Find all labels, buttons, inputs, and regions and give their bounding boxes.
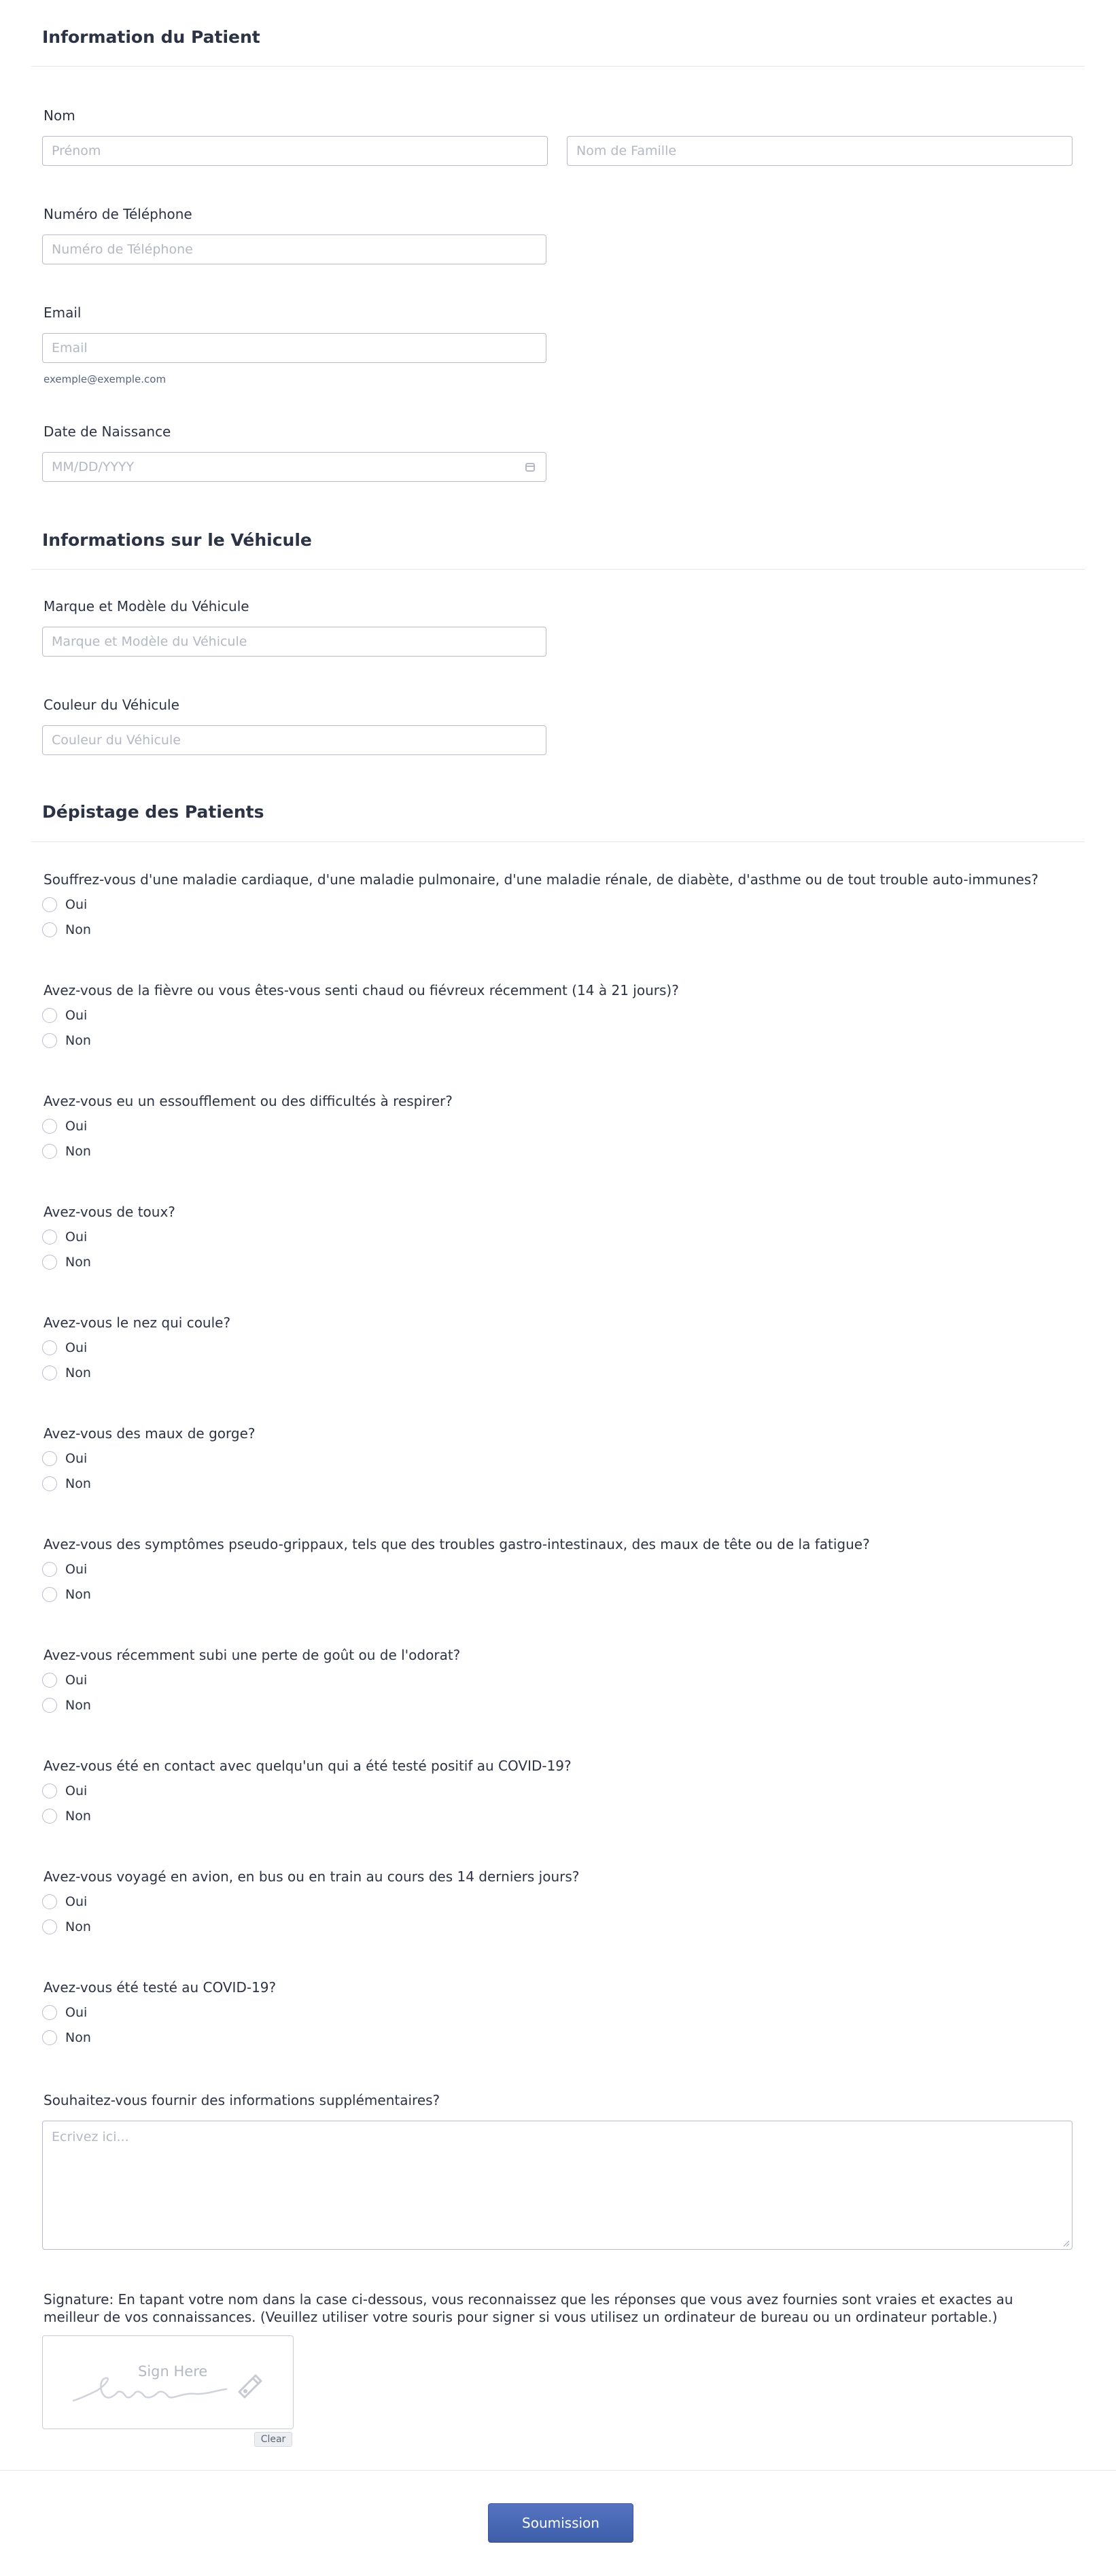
radio-option-label: Oui [65,1894,88,1909]
radio-option-label: Oui [65,1230,88,1245]
additional-info-textarea[interactable] [42,2121,1073,2250]
radio-option-label: Non [65,1919,91,1934]
radio-option-oui[interactable] [42,1450,87,1467]
vehicle-color-label: Couleur du Véhicule [43,697,179,713]
radio-option-non[interactable] [42,1586,91,1603]
radio-option-non[interactable] [42,1143,91,1160]
radio-button[interactable] [42,897,57,912]
radio-button[interactable] [42,1255,57,1270]
calendar-icon[interactable] [525,463,535,472]
section-title-patient: Information du Patient [42,27,260,47]
question-label: Avez-vous le nez qui coule? [43,1315,231,1331]
radio-button[interactable] [42,1230,57,1245]
radio-option-oui[interactable] [42,1339,87,1357]
radio-button[interactable] [42,1119,57,1134]
radio-option-label: Oui [65,1008,88,1023]
section-title-screening: Dépistage des Patients [42,802,264,822]
radio-option-oui[interactable] [42,1228,87,1246]
question-label: Avez-vous eu un essoufflement ou des difficultés à respirer? [43,1093,453,1109]
question-label: Avez-vous été en contact avec quelqu'un qui a été testé positif au COVID-19? [43,1758,572,1774]
radio-button[interactable] [42,1365,57,1380]
radio-button[interactable] [42,2005,57,2020]
vehicle-color-input[interactable] [42,725,546,755]
radio-option-oui[interactable] [42,1671,87,1689]
radio-option-label: Non [65,2030,91,2045]
radio-button[interactable] [42,1033,57,1048]
section-divider [31,841,1085,842]
signature-label: Signature: En tapant votre nom dans la case ci-dessous, vous reconnaissez que les réponses que vous avez fournies sont vraies et exactes au meilleur de vos connaissances. (Veuillez utiliser votre souris pour signer si vous utilisez un ordinateur de bureau ou un ordinateur portable.) [43,2291,1013,2325]
clear-signature-button[interactable]: Clear [254,2432,292,2447]
radio-option-label: Oui [65,1783,88,1798]
radio-button[interactable] [42,1451,57,1466]
radio-option-label: Non [65,922,91,937]
footer-divider [0,2470,1116,2471]
radio-button[interactable] [42,1894,57,1909]
vehicle-make-model-input[interactable] [42,627,546,657]
radio-button[interactable] [42,1340,57,1355]
radio-button[interactable] [42,1673,57,1688]
radio-option-label: Oui [65,1562,88,1577]
radio-option-oui[interactable] [42,1782,87,1800]
radio-button[interactable] [42,922,57,937]
radio-option-non[interactable] [42,2029,91,2047]
first-name-input[interactable] [42,136,548,166]
question-label: Avez-vous de toux? [43,1204,175,1220]
radio-option-non[interactable] [42,921,91,939]
radio-option-oui[interactable] [42,1117,87,1135]
question-label: Souffrez-vous d'une maladie cardiaque, d'une maladie pulmonaire, d'une maladie rénale, de diabète, d'asthme ou de tout trouble auto-immunes? [43,871,1039,888]
radio-option-non[interactable] [42,1475,91,1493]
radio-option-label: Oui [65,897,88,912]
phone-input[interactable] [42,234,546,264]
signature-hint: Sign Here [138,2363,208,2380]
radio-option-oui[interactable] [42,1893,87,1911]
submit-button[interactable]: Soumission [488,2503,633,2543]
section-divider [31,66,1085,67]
section-title-vehicle: Informations sur le Véhicule [42,530,312,550]
radio-option-non[interactable] [42,1696,91,1714]
radio-option-label: Non [65,1476,91,1491]
radio-option-non[interactable] [42,1364,91,1382]
question-label: Avez-vous des maux de gorge? [43,1425,256,1442]
radio-option-non[interactable] [42,1807,91,1825]
radio-option-label: Non [65,1365,91,1380]
radio-option-label: Oui [65,2005,88,2020]
radio-option-label: Non [65,1809,91,1824]
radio-option-label: Oui [65,1340,88,1355]
radio-option-label: Oui [65,1119,88,1134]
radio-option-non[interactable] [42,1032,91,1049]
radio-button[interactable] [42,1008,57,1023]
email-label: Email [43,304,82,321]
radio-option-label: Non [65,1587,91,1602]
radio-button[interactable] [42,2030,57,2045]
birthdate-input[interactable] [42,452,546,482]
radio-option-non[interactable] [42,1253,91,1271]
radio-button[interactable] [42,1809,57,1824]
birthdate-label: Date de Naissance [43,423,171,440]
radio-button[interactable] [42,1698,57,1713]
radio-button[interactable] [42,1144,57,1159]
question-label: Avez-vous des symptômes pseudo-grippaux, tels que des troubles gastro-intestinaux, des maux de tête ou de la fatigue? [43,1536,870,1552]
radio-button[interactable] [42,1783,57,1798]
radio-option-label: Oui [65,1673,88,1688]
resize-handle-icon[interactable] [1063,2240,1070,2247]
radio-option-oui[interactable] [42,1561,87,1578]
last-name-input[interactable] [567,136,1073,166]
radio-button[interactable] [42,1562,57,1577]
email-sublabel: exemple@exemple.com [43,373,167,385]
radio-button[interactable] [42,1919,57,1934]
question-label: Avez-vous voyagé en avion, en bus ou en train au cours des 14 derniers jours? [43,1868,580,1885]
radio-option-label: Non [65,1255,91,1270]
signature-pad[interactable] [42,2335,294,2429]
question-label: Avez-vous de la fièvre ou vous êtes-vous senti chaud ou fiévreux récemment (14 à 21 jours)? [43,982,679,998]
radio-option-oui[interactable] [42,2004,87,2021]
email-input[interactable] [42,333,546,363]
question-label: Avez-vous récemment subi une perte de goût ou de l'odorat? [43,1647,461,1663]
radio-option-label: Non [65,1033,91,1048]
name-label: Nom [43,107,75,124]
radio-option-label: Non [65,1144,91,1159]
radio-option-oui[interactable] [42,896,87,913]
phone-label: Numéro de Téléphone [43,206,192,222]
radio-option-label: Oui [65,1451,88,1466]
radio-option-non[interactable] [42,1918,91,1936]
radio-option-label: Non [65,1698,91,1713]
radio-option-oui[interactable] [42,1007,87,1024]
question-label: Avez-vous été testé au COVID-19? [43,1979,277,1996]
radio-button[interactable] [42,1587,57,1602]
vehicle-make-model-label: Marque et Modèle du Véhicule [43,598,249,614]
radio-button[interactable] [42,1476,57,1491]
section-divider [31,569,1085,570]
additional-info-label: Souhaitez-vous fournir des informations supplémentaires? [43,2092,440,2108]
